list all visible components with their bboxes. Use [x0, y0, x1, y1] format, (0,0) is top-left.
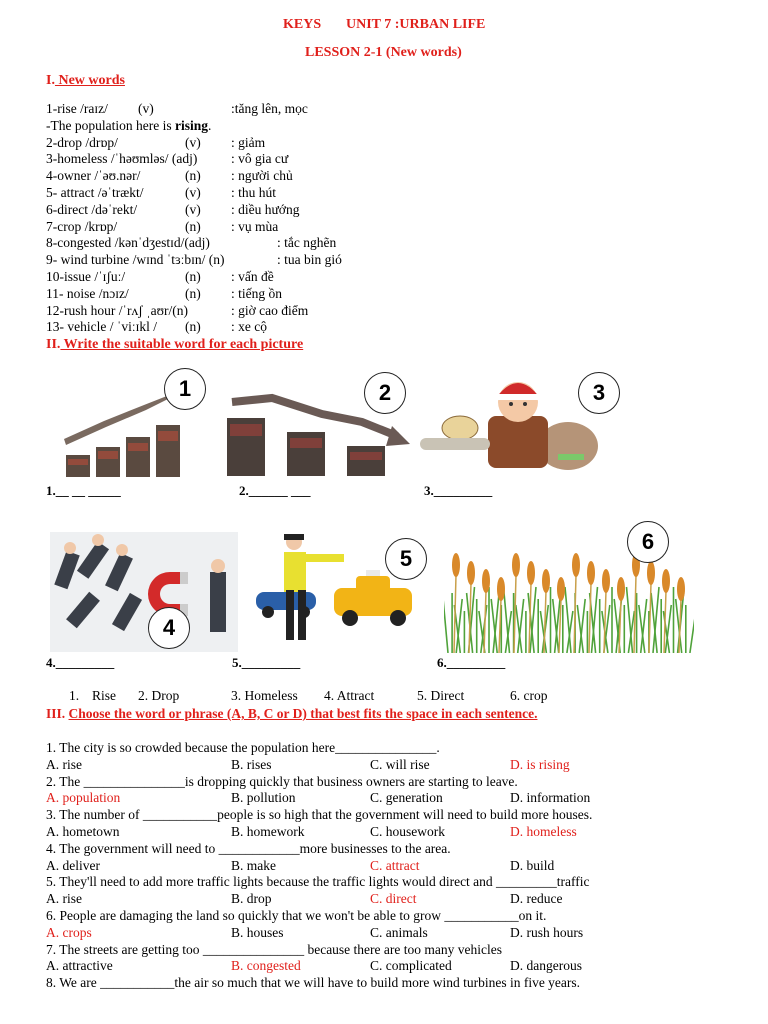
- picture-number-3: 3: [578, 372, 620, 414]
- wheat-stem: [469, 583, 471, 653]
- grass-blade: [444, 587, 448, 653]
- wheat-ear: [542, 569, 550, 593]
- option-correct: A. population: [46, 790, 121, 806]
- question-text: 7. The streets are getting too _______________ because there are too many vehicles: [46, 941, 502, 957]
- picture-number-1: 1: [164, 368, 206, 410]
- vocab-meaning: : vụ mùa: [231, 218, 279, 234]
- wheat-stem: [514, 575, 516, 653]
- vocab-term: 12-rush hour /ˈrʌʃ ˌaʊr/(n): [46, 302, 188, 318]
- wheat-ear: [602, 569, 610, 593]
- vocab-term: 4-owner /ˈəʊ.nər/: [46, 168, 141, 184]
- question-text: 1. The city is so crowded because the population here_______________.: [46, 740, 440, 755]
- section3-heading: [46, 706, 537, 722]
- blank-2: 2.______ ___: [239, 483, 311, 498]
- vocab-term: 5- attract /əˈtrækt/: [46, 185, 144, 200]
- question-text: 8. We are ___________the air so much that we will have to build more wind turbines in five years.: [46, 975, 581, 991]
- answer-6: 6. crop: [510, 688, 548, 703]
- vocab-meaning: : tiếng ồn: [231, 285, 282, 301]
- vocab-example: [46, 118, 211, 134]
- question-text: 5. They'll need to add more traffic lights because the traffic lights would direct and _________traffic: [46, 874, 590, 890]
- wheat-ear: [527, 561, 535, 585]
- section1-heading: [46, 73, 125, 89]
- vocab-pos: (n): [185, 218, 201, 234]
- option: D. rush hours: [510, 924, 584, 940]
- picture-4-attract: [50, 532, 238, 652]
- vocab-meaning: : vấn đề: [231, 269, 274, 284]
- question-text: 2. The _______________is dropping quickly that business owners are starting to leave.: [46, 773, 518, 789]
- option-correct: B. congested: [231, 958, 301, 974]
- option: B. rises: [231, 756, 272, 772]
- picture-number-4: 4: [148, 607, 190, 649]
- blank-1: 1.__ __ _____: [46, 483, 121, 498]
- answer-4: 4. Attract: [324, 688, 375, 703]
- vocab-meaning: : diều hướng: [231, 201, 300, 217]
- vocab-term: 2-drop /drɒp/: [46, 134, 118, 150]
- vocab-meaning: : giảm: [231, 134, 266, 150]
- section2-roman: II.: [46, 337, 61, 352]
- vocab-meaning: : người chủ: [231, 168, 293, 184]
- blank-6: 6._________: [437, 655, 506, 670]
- vocab-term: 11- noise /nɔɪz/: [46, 285, 129, 301]
- option: C. will rise: [370, 756, 430, 772]
- wheat-ear: [512, 553, 520, 577]
- vocab-pos: (n): [185, 269, 201, 284]
- example-bold-word: rising: [174, 117, 208, 133]
- vocab-term: 10-issue /ˈɪʃuː/: [46, 269, 126, 284]
- option: C. animals: [370, 924, 428, 940]
- vocab-pos: (v): [185, 185, 201, 200]
- answer-3: 3. Homeless: [231, 688, 298, 703]
- option: C. complicated: [370, 958, 452, 974]
- wheat-stem: [484, 591, 486, 653]
- option: C. housework: [370, 824, 445, 839]
- option: B. homework: [231, 824, 305, 839]
- option: D. dangerous: [510, 958, 582, 974]
- option: B. houses: [231, 924, 284, 940]
- question-text: 4. The government will need to ____________more businesses to the area.: [46, 840, 451, 856]
- wheat-ear: [662, 569, 670, 593]
- picture-number-2: 2: [364, 372, 406, 414]
- option: D. build: [510, 857, 555, 873]
- vocab-meaning: : xe cộ: [231, 319, 267, 335]
- grass-blade: [690, 611, 694, 653]
- answer-1: Rise: [92, 688, 117, 703]
- vocab-pos: (n): [185, 168, 201, 184]
- wheat-ear: [572, 553, 580, 577]
- vocab-pos: (v): [185, 134, 201, 150]
- wheat-stem: [649, 583, 651, 653]
- option-correct: A. crops: [46, 924, 92, 940]
- vocab-term: 9- wind turbine /wɪnd ˈtɜːbɪn/ (n): [46, 252, 225, 268]
- wheat-ear: [482, 569, 490, 593]
- option: A. rise: [46, 891, 82, 907]
- section1-roman: I.: [46, 73, 55, 88]
- vocab-term: 7-crop /krɒp/: [46, 218, 118, 234]
- option: B. make: [231, 857, 276, 873]
- picture-number-5: 5: [385, 538, 427, 580]
- vocab-pos: (v): [185, 201, 201, 217]
- option: B. drop: [231, 891, 272, 907]
- option: C. generation: [370, 790, 443, 806]
- wheat-ear: [557, 577, 565, 601]
- example-text: -The population here is: [46, 117, 175, 133]
- option-correct: C. direct: [370, 891, 417, 907]
- vocab-meaning: :tăng lên, mọc: [231, 101, 308, 116]
- wheat-stem: [634, 575, 636, 653]
- blank-4: 4._________: [46, 655, 115, 670]
- wheat-stem: [454, 575, 456, 653]
- section2-heading: [46, 337, 303, 353]
- answer-1-num: 1.: [69, 688, 80, 703]
- option-correct: D. homeless: [510, 824, 577, 839]
- vocab-meaning: : vô gia cư: [231, 151, 289, 167]
- wheat-ear: [452, 553, 460, 577]
- vocab-term: 1-rise /raɪz/: [46, 101, 108, 116]
- section2-title: Write the suitable word for each picture: [60, 337, 304, 352]
- blank-3: 3._________: [424, 483, 493, 498]
- wheat-ear: [677, 577, 685, 601]
- vocab-meaning: : thu hút: [231, 185, 277, 200]
- blank-5: 5._________: [232, 655, 301, 670]
- option: D. information: [510, 790, 591, 806]
- vocab-term: 13- vehicle / ˈviːɪkl /: [46, 319, 157, 335]
- example-end: .: [207, 117, 212, 133]
- option-correct: D. is rising: [510, 756, 570, 772]
- wheat-ear: [617, 577, 625, 601]
- title-unit: UNIT 7 :URBAN LIFE: [346, 17, 486, 32]
- answer-5: 5. Direct: [417, 688, 465, 703]
- vocab-term: 6-direct /dəˈrekt/: [46, 201, 138, 217]
- section3-roman: III.: [46, 706, 66, 721]
- option: A. attractive: [46, 958, 113, 974]
- answer-2: 2. Drop: [138, 688, 180, 703]
- option: D. reduce: [510, 891, 563, 907]
- vocab-pos: (v): [138, 101, 154, 116]
- picture-number-6: 6: [627, 521, 669, 563]
- option-correct: C. attract: [370, 857, 420, 873]
- lesson-title: LESSON 2-1 (New words): [305, 45, 462, 60]
- title-keys: KEYS: [283, 17, 322, 32]
- question-text: 6. People are damaging the land so quickly that we won't be able to grow ___________on it.: [46, 908, 547, 923]
- wheat-ear: [497, 577, 505, 601]
- option: A. deliver: [46, 857, 100, 873]
- option: A. rise: [46, 756, 82, 772]
- wheat-ear: [587, 561, 595, 585]
- vocab-meaning: : giờ cao điểm: [231, 302, 309, 318]
- wheat-ear: [647, 561, 655, 585]
- vocab-meaning: : tắc nghẽn: [277, 235, 337, 251]
- section1-title: New words: [54, 73, 125, 88]
- wheat-stem: [619, 599, 621, 653]
- vocab-term: 8-congested /kənˈdʒestɪd/(adj): [46, 235, 210, 251]
- section3-title: Choose the word or phrase (A, B, C or D) that best fits the space in each sentence.: [68, 706, 538, 721]
- vocab-pos: (n): [185, 319, 201, 335]
- vocab-meaning: : tua bin gió: [277, 252, 342, 268]
- option: B. pollution: [231, 790, 296, 806]
- wheat-ear: [467, 561, 475, 585]
- question-text: 3. The number of ___________people is so high that the government will need to build more houses.: [46, 807, 593, 823]
- option: A. hometown: [46, 824, 120, 839]
- vocab-term: 3-homeless /ˈhəʊmləs/ (adj): [46, 151, 198, 167]
- vocab-pos: (n): [185, 285, 201, 301]
